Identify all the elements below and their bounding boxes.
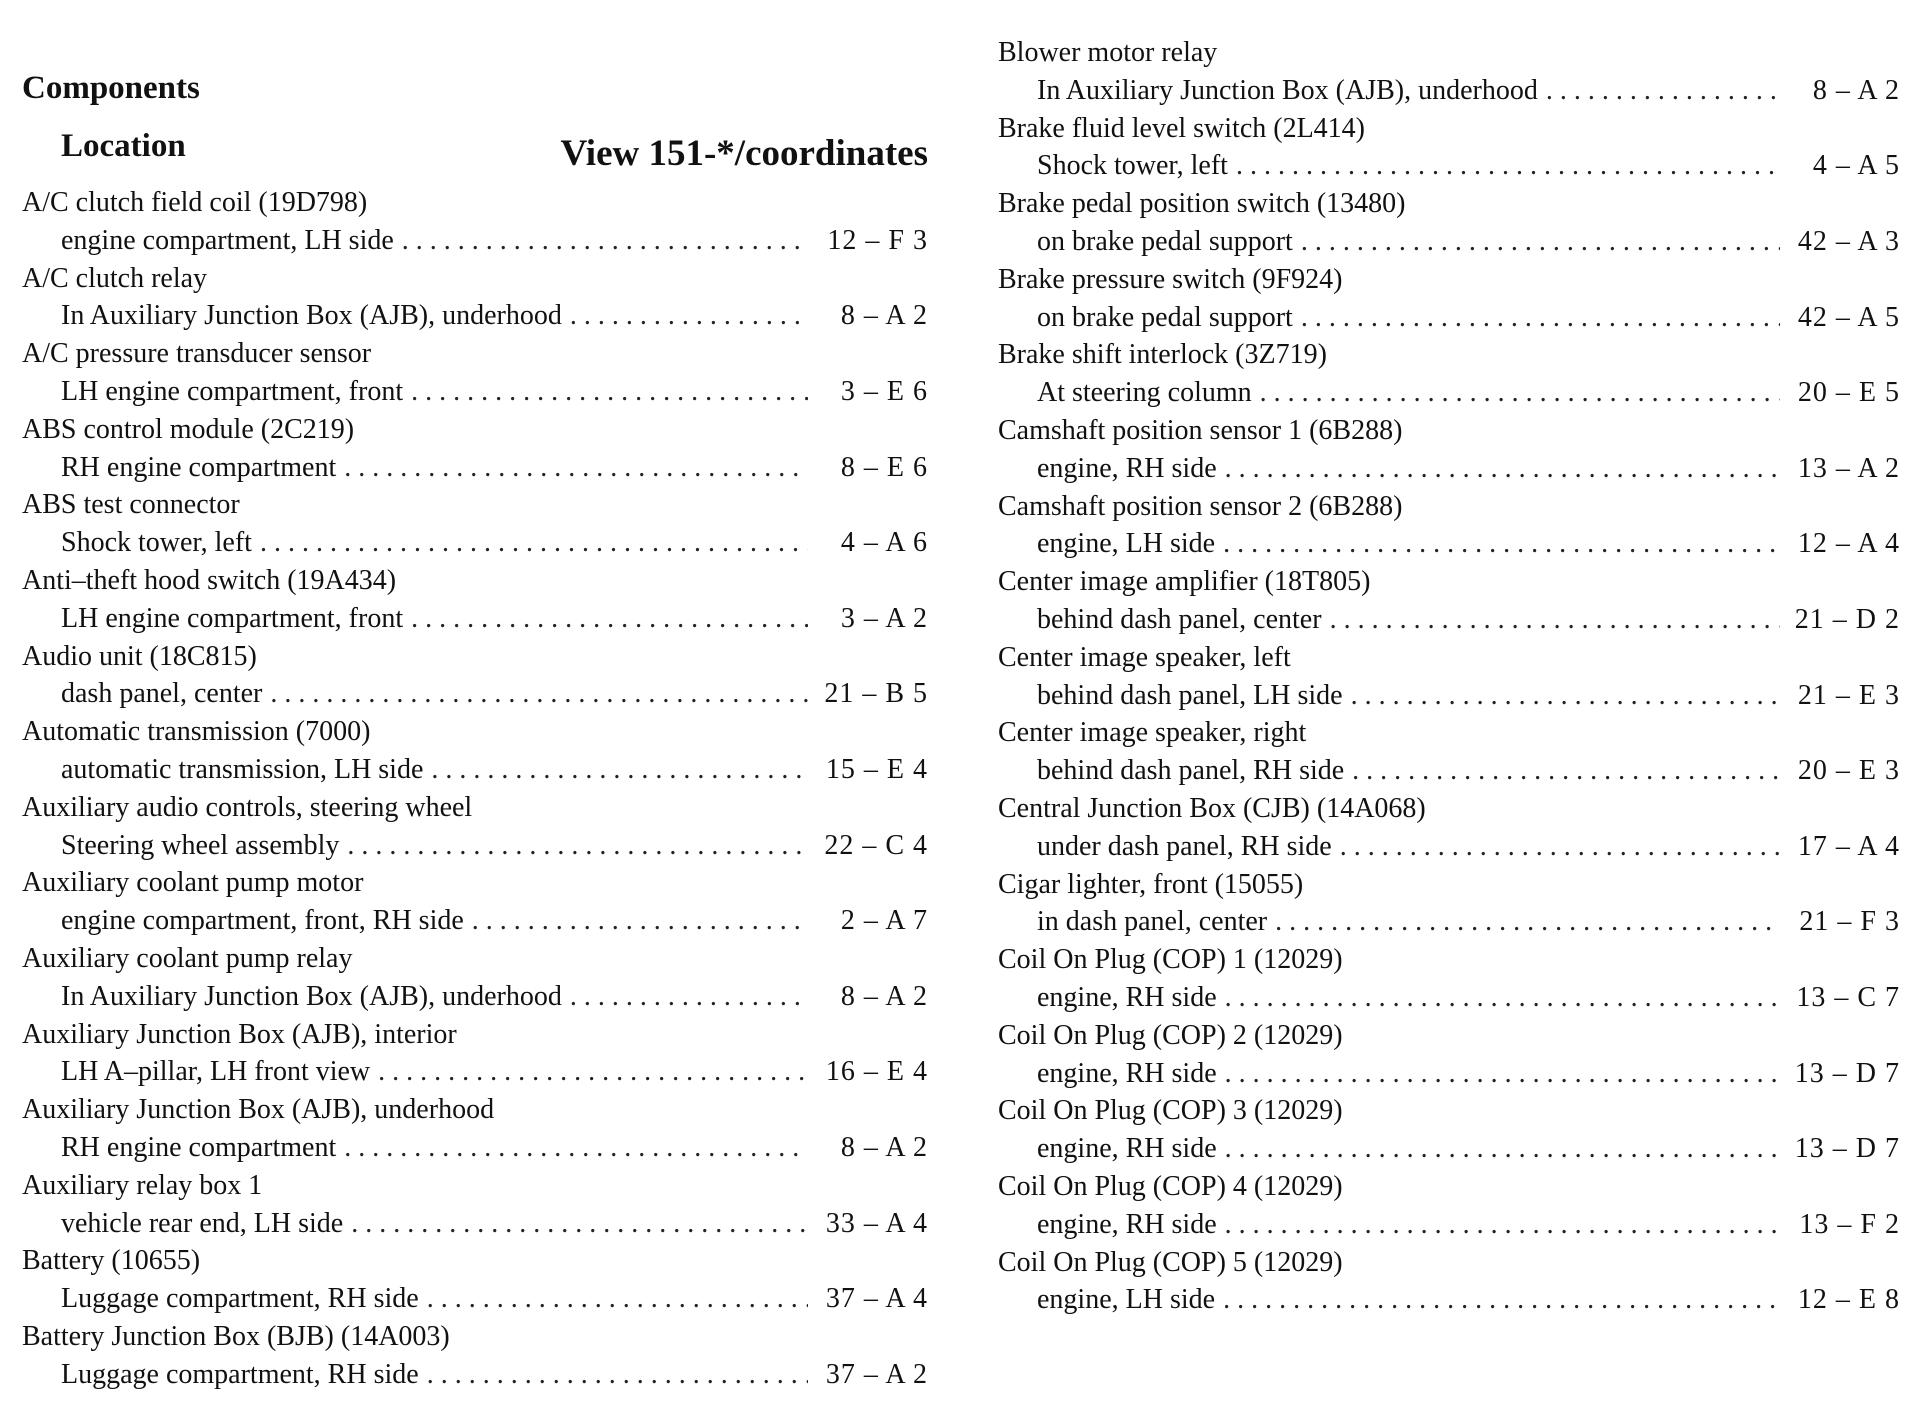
component-location-row (22, 373, 928, 411)
dot-leader (351, 1205, 808, 1243)
component-name: Coil On Plug (COP) 2 (12029) (998, 1019, 1343, 1051)
component-location: Steering wheel assembly (61, 829, 340, 861)
view-coordinate: 3 – A 2 (840, 602, 928, 634)
dot-leader (344, 1129, 808, 1167)
right-entry-list (998, 34, 1900, 1319)
dot-leader (1301, 223, 1780, 261)
dot-leader (1225, 979, 1780, 1017)
component-name: Anti–theft hood switch (19A434) (22, 564, 397, 596)
view-coordinates-column-header: View 151-*/coordinates (560, 133, 928, 174)
component-entry (22, 562, 928, 638)
component-entry (22, 638, 928, 714)
dot-leader (427, 1280, 808, 1318)
component-location: In Auxiliary Junction Box (AJB), underhood (1037, 74, 1538, 106)
component-name: Coil On Plug (COP) 4 (12029) (998, 1170, 1343, 1202)
component-name: Blower motor relay (998, 37, 1218, 68)
component-location-row (998, 677, 1900, 715)
view-coordinate: 12 – A 4 (1797, 528, 1900, 560)
component-location-row (998, 1130, 1900, 1168)
view-coordinate: 15 – E 4 (825, 753, 928, 785)
view-coordinate: 21 – E 3 (1797, 679, 1900, 711)
component-entry (998, 1168, 1900, 1244)
left-entry-list (22, 184, 928, 1394)
component-entry (998, 261, 1900, 337)
component-entry (998, 110, 1900, 186)
component-location-row (22, 222, 928, 260)
component-location-row (998, 1206, 1900, 1244)
component-location: In Auxiliary Junction Box (AJB), underhood (61, 300, 562, 332)
component-name: Battery Junction Box (BJB) (14A003) (22, 1320, 450, 1352)
dot-leader (1275, 903, 1780, 941)
component-location-row (998, 223, 1900, 261)
component-name: Brake pedal position switch (13480) (998, 188, 1406, 220)
view-coordinate: 13 – D 7 (1794, 1057, 1900, 1089)
component-entry (998, 488, 1900, 564)
component-location: Shock tower, left (61, 527, 252, 559)
component-name: Coil On Plug (COP) 1 (12029) (998, 944, 1343, 976)
view-coordinate: 13 – D 7 (1794, 1133, 1900, 1165)
component-location: LH A–pillar, LH front view (61, 1056, 371, 1088)
view-coordinate: 17 – A 4 (1797, 830, 1900, 862)
view-coordinate: 2 – A 7 (840, 905, 928, 937)
component-location-row (998, 450, 1900, 488)
view-coordinate: 8 – A 2 (840, 980, 928, 1012)
dot-leader (1546, 72, 1780, 110)
component-location-row (22, 1053, 928, 1091)
component-location: engine compartment, front, RH side (61, 905, 464, 937)
dot-leader (1225, 450, 1780, 488)
component-name: ABS test connector (22, 489, 240, 521)
component-location-row (22, 449, 928, 487)
view-coordinate: 37 – A 2 (825, 1358, 928, 1390)
component-name: Camshaft position sensor 1 (6B288) (998, 414, 1403, 446)
dot-leader (431, 751, 808, 789)
component-location-row (22, 902, 928, 940)
view-coordinate: 8 – E 6 (840, 451, 928, 483)
component-location-row (22, 1129, 928, 1167)
component-location: on brake pedal support (1037, 225, 1293, 257)
component-location-row (22, 751, 928, 789)
section-title: Components (22, 70, 200, 106)
component-name: Auxiliary Junction Box (AJB), interior (22, 1018, 457, 1050)
component-location: LH engine compartment, front (61, 375, 404, 407)
component-name: ABS control module (2C219) (22, 413, 355, 445)
component-entry (22, 789, 928, 865)
component-name: Coil On Plug (COP) 5 (12029) (998, 1246, 1343, 1278)
component-name: Center image amplifier (18T805) (998, 566, 1371, 598)
component-entry (998, 412, 1900, 488)
component-entry (998, 185, 1900, 261)
dot-leader (472, 902, 808, 940)
component-name: Brake shift interlock (3Z719) (998, 339, 1327, 371)
component-entry (998, 563, 1900, 639)
component-location-row (998, 601, 1900, 639)
component-entry (22, 184, 928, 260)
component-entry (22, 486, 928, 562)
component-entry (998, 790, 1900, 866)
component-location: automatic transmission, LH side (61, 753, 424, 785)
component-location-row (998, 299, 1900, 337)
dot-leader (570, 297, 808, 335)
component-location: In Auxiliary Junction Box (AJB), underhood (61, 980, 562, 1012)
component-location-row (22, 1205, 928, 1243)
component-name: Brake pressure switch (9F924) (998, 263, 1343, 295)
component-location-row (22, 675, 928, 713)
component-location-row (998, 147, 1900, 185)
component-location: RH engine compartment (61, 451, 337, 483)
component-name: Coil On Plug (COP) 3 (12029) (998, 1095, 1343, 1127)
dot-leader (570, 978, 808, 1016)
component-location: on brake pedal support (1037, 301, 1293, 333)
component-location-row (998, 374, 1900, 412)
component-entry (22, 864, 928, 940)
dot-leader (270, 675, 808, 713)
component-location: At steering column (1037, 377, 1252, 409)
component-location-row (998, 525, 1900, 563)
component-location: engine compartment, LH side (61, 224, 394, 256)
component-location: behind dash panel, center (1037, 603, 1322, 635)
component-location: engine, RH side (1037, 452, 1217, 484)
component-name: A/C clutch field coil (19D798) (22, 187, 368, 218)
component-location-row (22, 600, 928, 638)
dot-leader (411, 373, 808, 411)
component-entry (998, 639, 1900, 715)
component-name: Auxiliary coolant pump relay (22, 942, 353, 974)
component-entry (998, 714, 1900, 790)
component-name: Camshaft position sensor 2 (6B288) (998, 490, 1403, 522)
component-location: vehicle rear end, LH side (61, 1207, 344, 1239)
component-location: engine, LH side (1037, 1284, 1216, 1316)
dot-leader (347, 827, 808, 865)
component-location: behind dash panel, LH side (1037, 679, 1343, 711)
view-coordinate: 12 – E 8 (1797, 1284, 1900, 1316)
component-location: engine, RH side (1037, 981, 1217, 1013)
component-location: Shock tower, left (1037, 150, 1228, 182)
component-entry (22, 1167, 928, 1243)
view-coordinate: 21 – B 5 (824, 678, 928, 710)
view-coordinate: 12 – F 3 (827, 224, 928, 256)
view-coordinate: 22 – C 4 (824, 829, 928, 861)
component-location-row (22, 524, 928, 562)
component-location-row (22, 1280, 928, 1318)
component-location-row (998, 752, 1900, 790)
component-location: engine, RH side (1037, 1057, 1217, 1089)
dot-leader (1225, 1130, 1780, 1168)
component-entry (22, 1318, 928, 1394)
dot-leader (1223, 1281, 1780, 1319)
component-location: dash panel, center (61, 678, 263, 710)
component-entry (22, 713, 928, 789)
component-location: behind dash panel, RH side (1037, 755, 1345, 787)
view-coordinate: 8 – A 2 (1812, 74, 1900, 106)
view-coordinate: 4 – A 6 (840, 527, 928, 559)
component-location: RH engine compartment (61, 1131, 337, 1163)
component-location-row (998, 828, 1900, 866)
view-coordinate: 8 – A 2 (840, 300, 928, 332)
component-location: in dash panel, center (1037, 906, 1268, 938)
component-name: Center image speaker, left (998, 641, 1291, 673)
component-location: Luggage compartment, RH side (61, 1283, 419, 1315)
component-entry (998, 941, 1900, 1017)
component-name: Center image speaker, right (998, 717, 1307, 749)
dot-leader (260, 524, 808, 562)
component-location-row (998, 72, 1900, 110)
component-entry (998, 1092, 1900, 1168)
view-coordinate: 33 – A 4 (825, 1207, 928, 1239)
component-location: LH engine compartment, front (61, 602, 404, 634)
dot-leader (344, 449, 808, 487)
dot-leader (411, 600, 808, 638)
component-location: engine, RH side (1037, 1133, 1217, 1165)
view-coordinate: 21 – F 3 (1799, 906, 1900, 938)
component-name: Automatic transmission (7000) (22, 716, 371, 748)
dot-leader (1330, 601, 1780, 639)
dot-leader (1236, 147, 1780, 185)
dot-leader (1301, 299, 1780, 337)
component-location-row (998, 1281, 1900, 1319)
component-location-row (998, 979, 1900, 1017)
component-entry (998, 1017, 1900, 1093)
view-coordinate: 13 – A 2 (1797, 452, 1900, 484)
component-location-row (22, 978, 928, 1016)
component-location-row (22, 1356, 928, 1394)
location-column-header: Location (61, 128, 186, 164)
view-coordinate: 16 – E 4 (825, 1056, 928, 1088)
component-name: Auxiliary relay box 1 (22, 1169, 263, 1201)
view-coordinate: 42 – A 5 (1797, 301, 1900, 333)
view-coordinate: 42 – A 3 (1797, 225, 1900, 257)
view-coordinate: 4 – A 5 (1812, 150, 1900, 182)
component-entry (22, 940, 928, 1016)
component-entry (22, 1091, 928, 1167)
component-name: Battery (10655) (22, 1245, 201, 1277)
view-coordinate: 8 – A 2 (840, 1131, 928, 1163)
component-location: engine, LH side (1037, 528, 1216, 560)
component-name: A/C pressure transducer sensor (22, 338, 372, 370)
component-location-row (22, 297, 928, 335)
component-entry (998, 1244, 1900, 1320)
component-entry (22, 260, 928, 336)
component-name: Auxiliary Junction Box (AJB), underhood (22, 1094, 495, 1126)
dot-leader (1351, 677, 1780, 715)
dot-leader (1225, 1206, 1780, 1244)
component-name: Central Junction Box (CJB) (14A068) (998, 792, 1426, 824)
dot-leader (378, 1053, 808, 1091)
component-entry (998, 336, 1900, 412)
component-entry (22, 411, 928, 487)
component-name: Brake fluid level switch (2L414) (998, 112, 1366, 144)
dot-leader (427, 1356, 808, 1394)
view-coordinate: 20 – E 5 (1797, 377, 1900, 409)
dot-leader (1260, 374, 1780, 412)
view-coordinate: 37 – A 4 (825, 1283, 928, 1315)
view-coordinate: 13 – C 7 (1796, 981, 1900, 1013)
component-entry (998, 34, 1900, 110)
component-name: Auxiliary coolant pump motor (22, 867, 364, 899)
component-name: A/C clutch relay (22, 262, 208, 294)
dot-leader (1340, 828, 1780, 866)
component-location: under dash panel, RH side (1037, 830, 1332, 862)
component-location-row (998, 1055, 1900, 1093)
component-location: engine, RH side (1037, 1208, 1217, 1240)
component-entry (22, 335, 928, 411)
component-name: Cigar lighter, front (15055) (998, 868, 1304, 900)
dot-leader (1223, 525, 1780, 563)
component-name: Audio unit (18C815) (22, 640, 257, 672)
dot-leader (1225, 1055, 1780, 1093)
component-name: Auxiliary audio controls, steering wheel (22, 791, 473, 823)
component-location: Luggage compartment, RH side (61, 1358, 419, 1390)
component-entry (22, 1242, 928, 1318)
dot-leader (402, 222, 808, 260)
component-entry (998, 866, 1900, 942)
view-coordinate: 13 – F 2 (1799, 1208, 1900, 1240)
component-location-row (22, 827, 928, 865)
view-coordinate: 21 – D 2 (1794, 603, 1900, 635)
component-location-row (998, 903, 1900, 941)
dot-leader (1352, 752, 1780, 790)
view-coordinate: 3 – E 6 (840, 375, 928, 407)
view-coordinate: 20 – E 3 (1797, 755, 1900, 787)
component-entry (22, 1016, 928, 1092)
